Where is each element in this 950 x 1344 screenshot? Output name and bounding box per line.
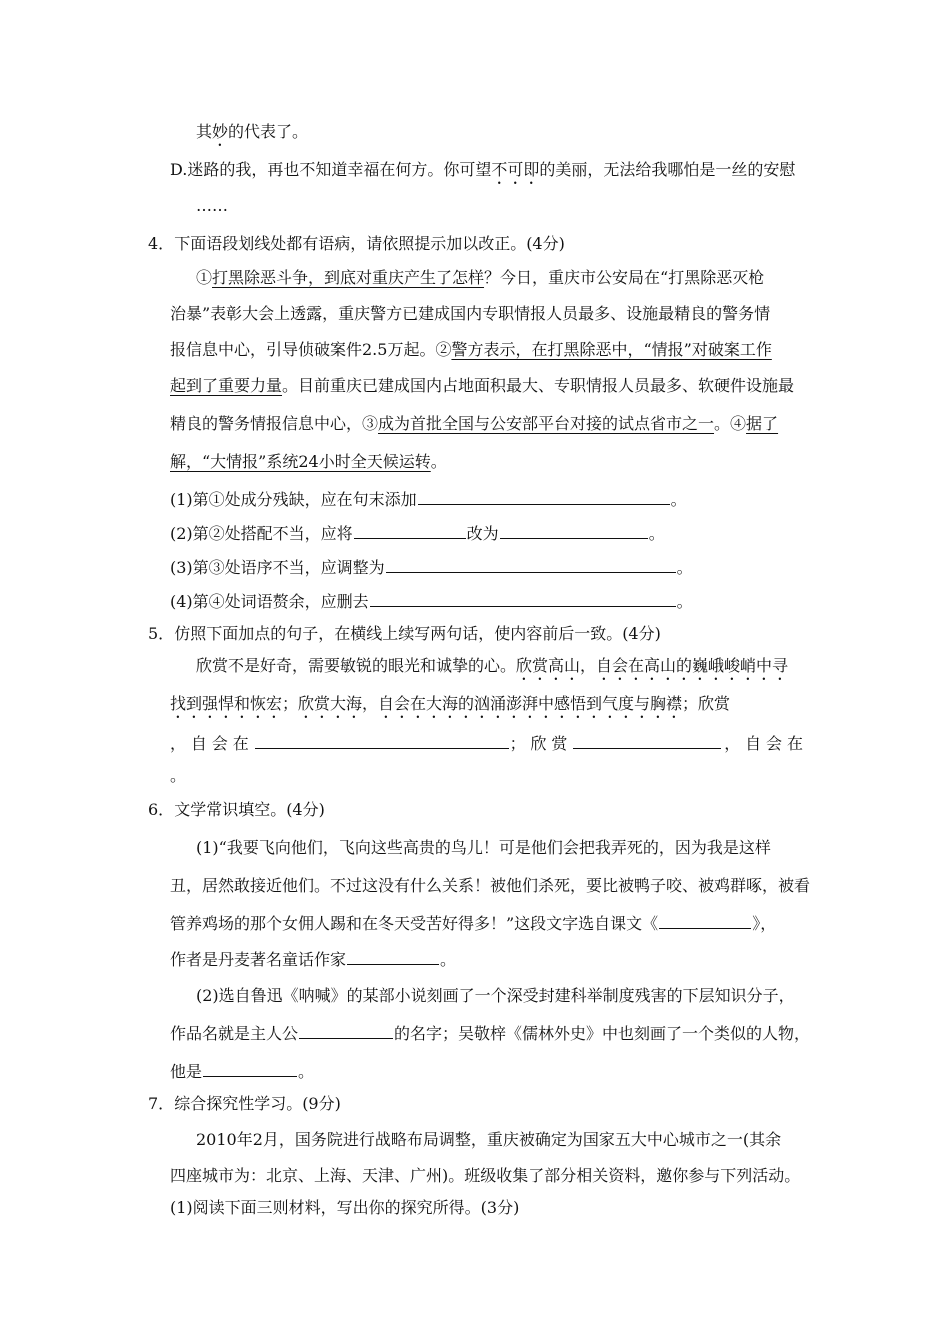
- q4-sub-2: (2)第②处搭配不当，应将 改为 。: [170, 524, 665, 543]
- q4-heading: 4．下面语段划线处都有语病，请依照提示加以改正。(4分): [148, 234, 565, 253]
- q5-paragraph-line: 欣赏不是好奇，需要敏锐的眼光和诚挚的心。欣赏高山，自会在高山的巍峨峻峭中寻: [196, 656, 789, 675]
- q5-paragraph-line: 找到强悍和恢宏；欣赏大海，自会在大海的汹涌澎湃中感悟到气度与胸襟；欣赏: [170, 694, 731, 713]
- answer-blank[interactable]: [347, 948, 439, 965]
- q7-paragraph-line: 2010年2月，国务院进行战略布局调整，重庆被确定为国家五大中心城市之一(其余: [196, 1130, 782, 1149]
- answer-blank[interactable]: [370, 590, 676, 607]
- q6-part1-line: (1)“我要飞向他们，飞向这些高贵的鸟儿！可是他们会把我弄死的，因为我是这样: [196, 838, 771, 857]
- answer-blank[interactable]: [203, 1060, 297, 1077]
- q5-paragraph-line: ，自会在 ；欣赏 ，自会在: [170, 734, 806, 753]
- answer-blank[interactable]: [418, 488, 670, 505]
- answer-blank[interactable]: [573, 732, 721, 749]
- q5-paragraph-end: 。: [170, 766, 187, 785]
- q3-option-d-ellipsis: ……: [196, 196, 228, 215]
- q7-sub-1: (1)阅读下面三则材料，写出你的探究所得。(3分): [170, 1198, 520, 1217]
- q7-heading: 7．综合探究性学习。(9分): [148, 1094, 341, 1113]
- answer-blank[interactable]: [299, 1022, 393, 1039]
- q6-part2-line: 作品名就是主人公 的名字；吴敬梓《儒林外史》中也刻画了一个类似的人物，: [170, 1024, 811, 1043]
- q4-sub-4: (4)第④处词语赘余，应删去 。: [170, 592, 693, 611]
- q4-sub-1: (1)第①处成分残缺，应在句末添加 。: [170, 490, 687, 509]
- q3-c-ending: 其妙的代表了。: [196, 122, 309, 141]
- answer-blank[interactable]: [386, 556, 676, 573]
- answer-blank[interactable]: [500, 522, 648, 539]
- q7-paragraph-line: 四座城市为：北京、上海、天津、广州)。班级收集了部分相关资料，邀你参与下列活动。: [170, 1166, 801, 1185]
- q4-paragraph-line: 治暴”表彰大会上透露，重庆警方已建成国内专职情报人员最多、设施最精良的警务情: [170, 304, 771, 323]
- answer-blank[interactable]: [255, 732, 509, 749]
- answer-blank[interactable]: [354, 522, 466, 539]
- q4-paragraph-line: 精良的警务情报信息中心，③成为首批全国与公安部平台对接的试点省市之一。④据了: [170, 414, 779, 433]
- q4-paragraph-line: 起到了重要力量。目前重庆已建成国内占地面积最大、专职情报人员最多、软硬件设施最: [170, 376, 795, 395]
- q5-heading: 5．仿照下面加点的句子，在横线上续写两句话，使内容前后一致。(4分): [148, 624, 661, 643]
- q4-sub-3: (3)第③处语序不当，应调整为 。: [170, 558, 693, 577]
- answer-blank[interactable]: [659, 912, 751, 929]
- q3-option-d: D.迷路的我，再也不知道幸福在何方。你可望不可即的美丽，无法给我哪怕是一丝的安慰: [170, 160, 796, 179]
- q6-part2-line: 他是 。: [170, 1062, 315, 1081]
- q6-part1-line: 作者是丹麦著名童话作家 。: [170, 950, 457, 969]
- q4-paragraph-line: 解，“大情报”系统24小时全天候运转。: [170, 452, 447, 471]
- q6-part1-line: 管养鸡场的那个女佣人踢和在冬天受苦好得多！”这段文字选自课文《 》，: [170, 914, 777, 933]
- q6-part1-line: 丑，居然敢接近他们。不过这没有什么关系！被他们杀死，要比被鸭子咬、被鸡群啄，被看: [170, 876, 811, 895]
- q6-heading: 6．文学常识填空。(4分): [148, 800, 325, 819]
- q4-paragraph-line: 报信息中心，引导侦破案件2.5万起。②警方表示，在打黑除恶中，“情报”对破案工作: [170, 340, 772, 359]
- q6-part2-line: (2)选自鲁迅《呐喊》的某部小说刻画了一个深受封建科举制度残害的下层知识分子，: [196, 986, 795, 1005]
- q4-paragraph-line: ①打黑除恶斗争，到底对重庆产生了怎样？今日，重庆市公安局在“打黑除恶灭枪: [196, 268, 765, 287]
